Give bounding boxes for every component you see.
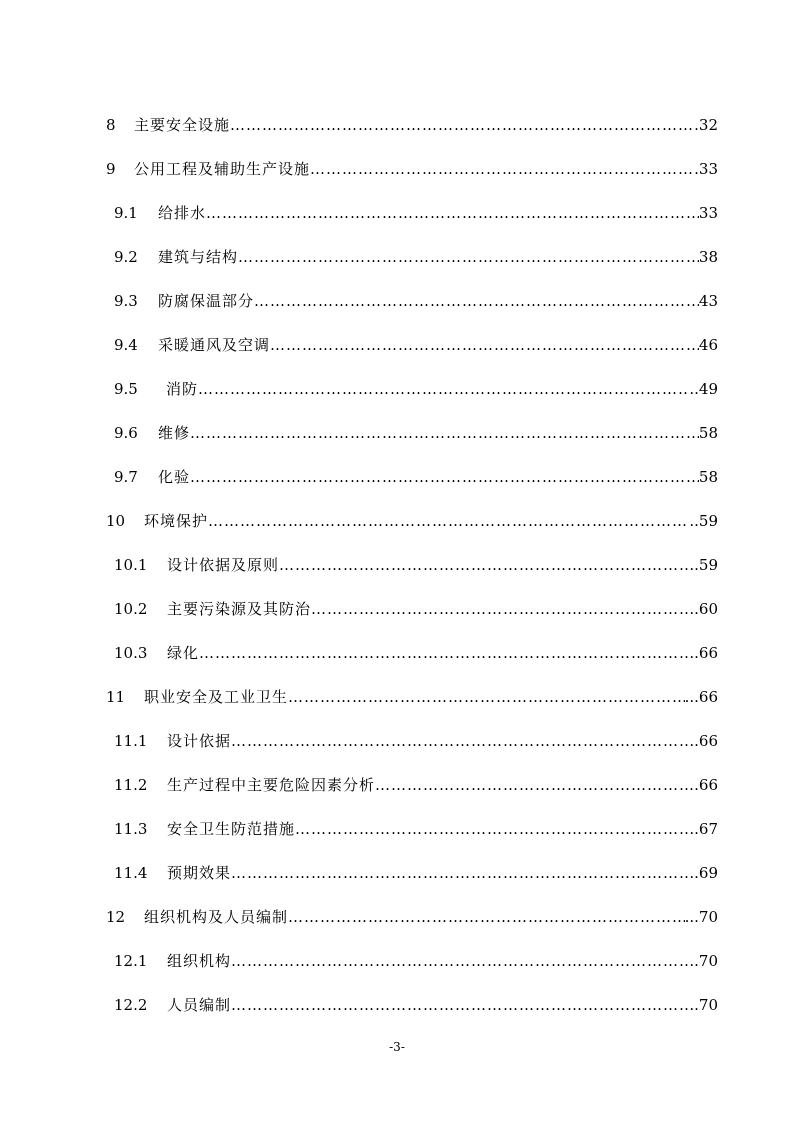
toc-entry-number: 9.2 <box>114 248 138 266</box>
toc-entry <box>114 289 718 313</box>
toc-leader-dots <box>199 641 689 665</box>
toc-entry-page: 33 <box>698 204 718 222</box>
toc-entry-page: ..69 <box>689 864 718 882</box>
toc-leader-dots <box>198 377 689 401</box>
toc-entry-page: 43 <box>698 292 718 310</box>
toc-entry-page: ..70 <box>689 996 718 1014</box>
toc-entry-title: 人员编制 <box>167 996 232 1014</box>
toc-entry-title: 维修 <box>158 424 191 442</box>
toc-entry <box>106 685 718 709</box>
toc-leader-dots <box>311 597 689 621</box>
toc-entry-number: 10.2 <box>114 600 148 618</box>
toc-leader-dots <box>190 465 699 489</box>
toc-entry-title: 化验 <box>158 468 191 486</box>
toc-entry-title: 环境保护 <box>144 512 209 530</box>
toc-entry <box>114 993 718 1017</box>
toc-entry-number: 9 <box>106 160 116 178</box>
toc-entry-page: 58 <box>698 468 718 486</box>
toc-entry-number: 9.1 <box>114 204 138 222</box>
toc-leader-dots <box>310 157 694 181</box>
toc-entry-page: ..60 <box>689 600 718 618</box>
toc-entry-page: ..49 <box>689 380 718 398</box>
toc-entry-number: 10.1 <box>114 556 148 574</box>
toc-entry-page: 58 <box>698 424 718 442</box>
toc-entry-number: 11.1 <box>114 732 148 750</box>
toc-entry <box>114 421 718 445</box>
page-number: -3- <box>389 1040 405 1054</box>
toc-leader-dots <box>288 905 685 929</box>
toc-entry <box>114 597 718 621</box>
toc-entry <box>114 641 718 665</box>
toc-entry-title: 主要污染源及其防治 <box>167 600 312 618</box>
toc-entry-title: 设计依据 <box>167 732 232 750</box>
toc-entry-page: .33 <box>694 160 718 178</box>
toc-leader-dots <box>190 421 699 445</box>
toc-entry-number: 10.3 <box>114 644 148 662</box>
toc-entry-title: 建筑与结构 <box>158 248 239 266</box>
toc-entry-number: 11 <box>106 688 126 706</box>
toc-entry-number: 12.1 <box>114 952 148 970</box>
toc-leader-dots <box>230 113 694 137</box>
toc-entry-number: 9.7 <box>114 468 138 486</box>
toc-entry <box>114 817 718 841</box>
toc-entry-page: ...70 <box>684 908 718 926</box>
toc-leader-dots <box>279 553 689 577</box>
toc-entry <box>114 949 718 973</box>
toc-entry-title: 组织机构 <box>167 952 232 970</box>
toc-entry-number: 11.4 <box>114 864 148 882</box>
toc-entry-number: 9.5 <box>114 380 138 398</box>
toc-entry-title: 预期效果 <box>167 864 232 882</box>
toc-entry-title: 消防 <box>166 380 199 398</box>
toc-leader-dots <box>375 773 694 797</box>
toc-entry-page: ..67 <box>689 820 718 838</box>
toc-entry-title: 采暖通风及空调 <box>158 336 271 354</box>
toc-entry-page: ..59 <box>689 556 718 574</box>
toc-entry-number: 12.2 <box>114 996 148 1014</box>
toc-entry-title: 绿化 <box>167 644 200 662</box>
toc-entry-title: 设计依据及原则 <box>167 556 280 574</box>
toc-entry-page: ..59 <box>689 512 718 530</box>
toc-entry-page: ..66 <box>689 644 718 662</box>
toc-entry <box>114 201 718 225</box>
toc-entry-title: 防腐保温部分 <box>158 292 255 310</box>
toc-leader-dots <box>208 509 689 533</box>
toc-entry <box>114 465 718 489</box>
toc-entry-title: 给排水 <box>158 204 207 222</box>
toc-entry <box>106 905 718 929</box>
toc-entry-page: ..70 <box>689 952 718 970</box>
toc-leader-dots <box>231 729 689 753</box>
toc-entry-number: 11.3 <box>114 820 148 838</box>
toc-entry-title: 安全卫生防范措施 <box>167 820 296 838</box>
toc-entry-title: 主要安全设施 <box>134 116 231 134</box>
toc-entry-page: .66 <box>694 776 718 794</box>
toc-entry-page: 46 <box>698 336 718 354</box>
toc-leader-dots <box>231 993 689 1017</box>
toc-entry-title: 公用工程及辅助生产设施 <box>134 160 311 178</box>
toc-leader-dots <box>270 333 699 357</box>
toc-leader-dots <box>254 289 699 313</box>
toc-entry <box>114 245 718 269</box>
toc-entry <box>114 553 718 577</box>
toc-entry <box>106 157 718 181</box>
toc-entry <box>114 729 718 753</box>
toc-entry <box>106 509 718 533</box>
toc-entry-title: 职业安全及工业卫生 <box>144 688 289 706</box>
toc-entry-number: 9.4 <box>114 336 138 354</box>
toc-entry-title: 生产过程中主要危险因素分析 <box>167 776 376 794</box>
toc-entry <box>114 333 718 357</box>
toc-entry <box>114 377 718 401</box>
toc-entry-number: 8 <box>106 116 116 134</box>
toc-leader-dots <box>231 861 689 885</box>
toc-entry-page: 38 <box>698 248 718 266</box>
toc-leader-dots <box>295 817 689 841</box>
toc-entry <box>106 113 718 137</box>
toc-entry-page: ...66 <box>684 688 718 706</box>
toc-leader-dots <box>238 245 699 269</box>
toc-entry-number: 10 <box>106 512 126 530</box>
toc-entry-page: .32 <box>694 116 718 134</box>
toc-leader-dots <box>206 201 699 225</box>
toc-entry <box>114 861 718 885</box>
toc-leader-dots <box>231 949 689 973</box>
toc-entry <box>114 773 718 797</box>
toc-entry-number: 9.6 <box>114 424 138 442</box>
toc-entry-number: 11.2 <box>114 776 148 794</box>
toc-entry-number: 9.3 <box>114 292 138 310</box>
toc-leader-dots <box>288 685 685 709</box>
toc-entry-number: 12 <box>106 908 126 926</box>
toc-entry-title: 组织机构及人员编制 <box>144 908 289 926</box>
toc-entry-page: ..66 <box>689 732 718 750</box>
